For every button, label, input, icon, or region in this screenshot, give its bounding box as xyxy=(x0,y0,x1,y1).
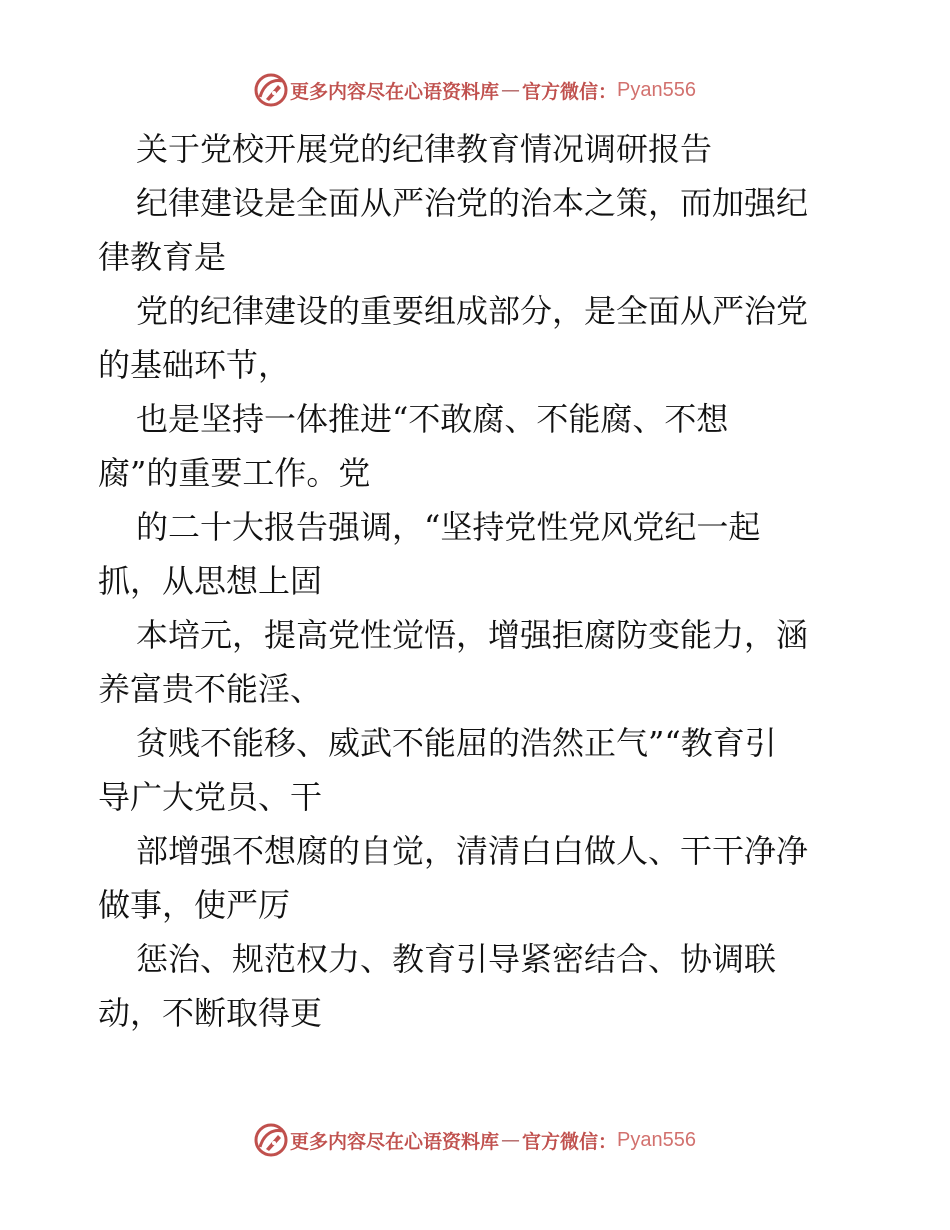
paragraph-line: 做事，使严厉 xyxy=(98,886,291,924)
paragraph-line: 的二十大报告强调，“坚持党性党风党纪一起 xyxy=(136,508,761,546)
banner-label-text: 官方微信： xyxy=(522,1130,618,1153)
banner-brand-text: 更多内容尽在心语资料库 xyxy=(290,1130,500,1153)
banner-separator: — xyxy=(501,1129,521,1151)
paragraph-line: 惩治、规范权力、教育引导紧密结合、协调联 xyxy=(136,940,777,978)
banner-brand-text: 更多内容尽在心语资料库 xyxy=(290,80,500,103)
paragraph-line: 贫贱不能移、威武不能屈的浩然正气”“教育引 xyxy=(136,724,777,762)
pen-logo-icon xyxy=(254,1123,288,1157)
banner-wechat-handle: Pyan556 xyxy=(617,78,696,101)
paragraph-line: 律教育是 xyxy=(98,238,227,276)
banner-separator: — xyxy=(501,79,521,101)
paragraph-line: 也是坚持一体推进“不敢腐、不能腐、不想 xyxy=(136,400,729,438)
paragraph-line: 的基础环节， xyxy=(98,346,291,384)
paragraph-line: 抓，从思想上固 xyxy=(98,562,323,600)
paragraph-line: 纪律建设是全面从严治党的治本之策，而加强纪 xyxy=(136,184,809,222)
paragraph-line: 养富贵不能淫、 xyxy=(98,670,323,708)
paragraph-line: 本培元，提高党性觉悟，增强拒腐防变能力，涵 xyxy=(136,616,809,654)
document-title: 关于党校开展党的纪律教育情况调研报告 xyxy=(136,130,713,168)
banner-wechat-handle: Pyan556 xyxy=(617,1128,696,1151)
pen-logo-icon xyxy=(254,73,288,107)
paragraph-line: 腐”的重要工作。党 xyxy=(98,454,371,492)
document-body xyxy=(98,122,858,1040)
banner-label-text: 官方微信： xyxy=(522,80,618,103)
paragraph-line: 党的纪律建设的重要组成部分，是全面从严治党 xyxy=(136,292,809,330)
header-watermark-banner xyxy=(0,70,950,110)
paragraph-line: 导广大党员、干 xyxy=(98,778,323,816)
paragraph-line: 动，不断取得更 xyxy=(98,994,323,1032)
footer-watermark-banner xyxy=(0,1120,950,1160)
paragraph-line: 部增强不想腐的自觉，清清白白做人、干干净净 xyxy=(136,832,809,870)
